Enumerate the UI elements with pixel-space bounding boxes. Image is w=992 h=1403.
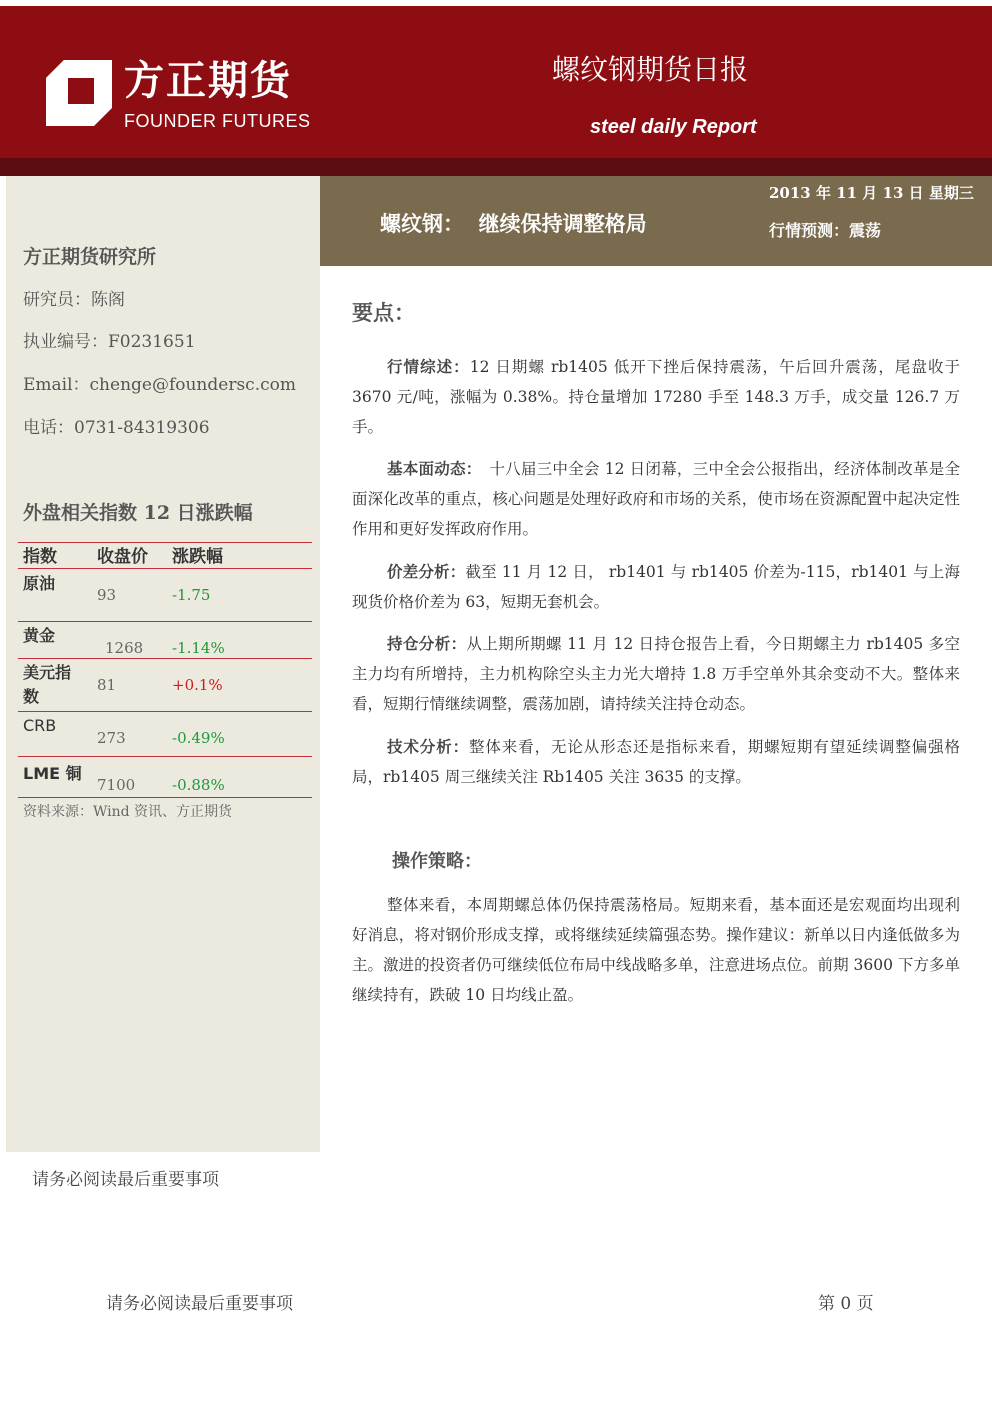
table-row-change: -1.75 bbox=[172, 586, 211, 604]
report-title: 螺纹钢期货日报 bbox=[552, 53, 749, 86]
table-row-close: 7100 bbox=[97, 776, 136, 794]
table-row-change: -0.49% bbox=[172, 729, 225, 747]
founder-logo-icon bbox=[46, 60, 112, 126]
table-rule bbox=[18, 621, 312, 622]
paragraph-fundamentals bbox=[352, 454, 960, 544]
logo-text-en: FOUNDER FUTURES bbox=[124, 111, 311, 131]
table-header-change: 涨跌幅 bbox=[172, 547, 223, 567]
table-rule bbox=[18, 797, 312, 798]
table-row-close: 81 bbox=[97, 676, 117, 694]
strategy-heading: 操作策略： bbox=[392, 851, 482, 872]
paragraph-text: 12 日期螺 rb1405 低开下挫后保持震荡，午后回升震荡，尾盘收于 3670 元/吨，涨幅为 0.38%。持仓量增加 17280 手至 148.3 万手，成交量 126.7 万手。 bbox=[352, 358, 960, 436]
table-row-name: LME 铜 bbox=[23, 764, 82, 783]
paragraph-label: 基本面动态： bbox=[387, 460, 474, 478]
paragraph-text: 截至 11 月 12 日， rb1401 与 rb1405 价差为-115，rb1401 与上海现货价格价差为 63，短期无套机会。 bbox=[352, 563, 960, 611]
paragraph-label: 价差分析： bbox=[387, 563, 466, 581]
paragraph-text: 从上期所期螺 11 月 12 日持仓报告上看，今日期螺主力 rb1405 多空主力均有所增持，主力机构除空头主力光大增持 1.8 万手空单外其余变动不大。整体来看，短期行情继续调整，震荡加剧，请持续关注持仓动态。 bbox=[352, 635, 960, 713]
institute-name: 方正期货研究所 bbox=[23, 246, 157, 268]
page-number: 第 0 页 bbox=[818, 1294, 874, 1314]
email: Email：chenge@foundersc.com bbox=[23, 375, 296, 395]
phone: 电话：0731-84319306 bbox=[23, 418, 210, 438]
table-row-change: -1.14% bbox=[172, 639, 225, 657]
paragraph-text: 整体来看，无论从形态还是指标来看，期螺短期有望延续调整偏强格局，rb1405 周三继续关注 Rb1405 关注 3635 的支撑。 bbox=[352, 738, 960, 786]
table-title: 外盘相关指数 12 日涨跌幅 bbox=[23, 502, 253, 524]
title-banner bbox=[320, 176, 992, 266]
footer-notice: 请务必阅读最后重要事项 bbox=[106, 1294, 293, 1314]
table-row-name: 黄金 bbox=[23, 626, 56, 645]
table-rule bbox=[18, 658, 312, 659]
table-header-close: 收盘价 bbox=[97, 547, 148, 567]
report-date: 2013 年 11 月 13 日 星期三 bbox=[769, 184, 974, 202]
table-rule bbox=[18, 542, 312, 543]
paragraph-market-review bbox=[352, 352, 960, 442]
paragraph-text: 十八届三中全会 12 日闭幕，三中全会公报指出，经济体制改革是全面深化改革的重点，核心问题是处理好政府和市场的关系，使市场在资源配置中起决定性作用和更好发挥政府作用。 bbox=[352, 460, 960, 538]
paragraph-spread bbox=[352, 557, 960, 617]
table-header-index: 指数 bbox=[23, 547, 57, 567]
report-subtitle: steel daily Report bbox=[590, 116, 757, 138]
article-title: 螺纹钢： 继续保持调整格局 bbox=[380, 212, 647, 236]
table-row-change: +0.1% bbox=[172, 676, 223, 694]
market-forecast: 行情预测：震荡 bbox=[769, 221, 882, 240]
table-rule bbox=[18, 568, 312, 569]
sidebar bbox=[6, 176, 320, 1152]
sidebar-notice: 请务必阅读最后重要事项 bbox=[32, 1170, 219, 1190]
paragraph-label: 行情综述： bbox=[387, 358, 470, 376]
table-row-close: 1268 bbox=[105, 639, 144, 657]
paragraph-label: 技术分析： bbox=[387, 738, 469, 756]
table-row-close: 273 bbox=[97, 729, 126, 747]
table-row-name: 美元指数 bbox=[23, 663, 72, 706]
paragraph-positions bbox=[352, 629, 960, 719]
paragraph-strategy: 整体来看，本周期螺总体仍保持震荡格局。短期来看，基本面还是宏观面均出现利好消息，将对钢价形成支撑，或将继续延续篇强态势。操作建议：新单以日内逢低做多为主。激进的投资者仍可继续低位布局中线战略多单，注意进场点位。前期 3600 下方多单继续持有，跌破 10 日均线止盈。 bbox=[352, 896, 960, 1004]
table-rule bbox=[18, 711, 312, 712]
researcher: 研究员：陈阁 bbox=[23, 290, 125, 310]
key-points-heading: 要点： bbox=[352, 301, 415, 325]
table-row-change: -0.88% bbox=[172, 776, 225, 794]
paragraph-label: 持仓分析： bbox=[387, 635, 467, 653]
page-header bbox=[0, 0, 992, 158]
table-row-close: 93 bbox=[97, 586, 117, 604]
header-stripe bbox=[0, 158, 992, 176]
table-row-name: CRB bbox=[23, 716, 57, 735]
logo-text-cn: 方正期货 bbox=[124, 58, 292, 104]
table-rule bbox=[18, 756, 312, 757]
table-source: 资料来源：Wind 资讯、方正期货 bbox=[23, 804, 233, 820]
table-row-name: 原油 bbox=[23, 574, 56, 593]
paragraph-technical bbox=[352, 732, 960, 792]
license-number: 执业编号：F0231651 bbox=[23, 332, 196, 352]
